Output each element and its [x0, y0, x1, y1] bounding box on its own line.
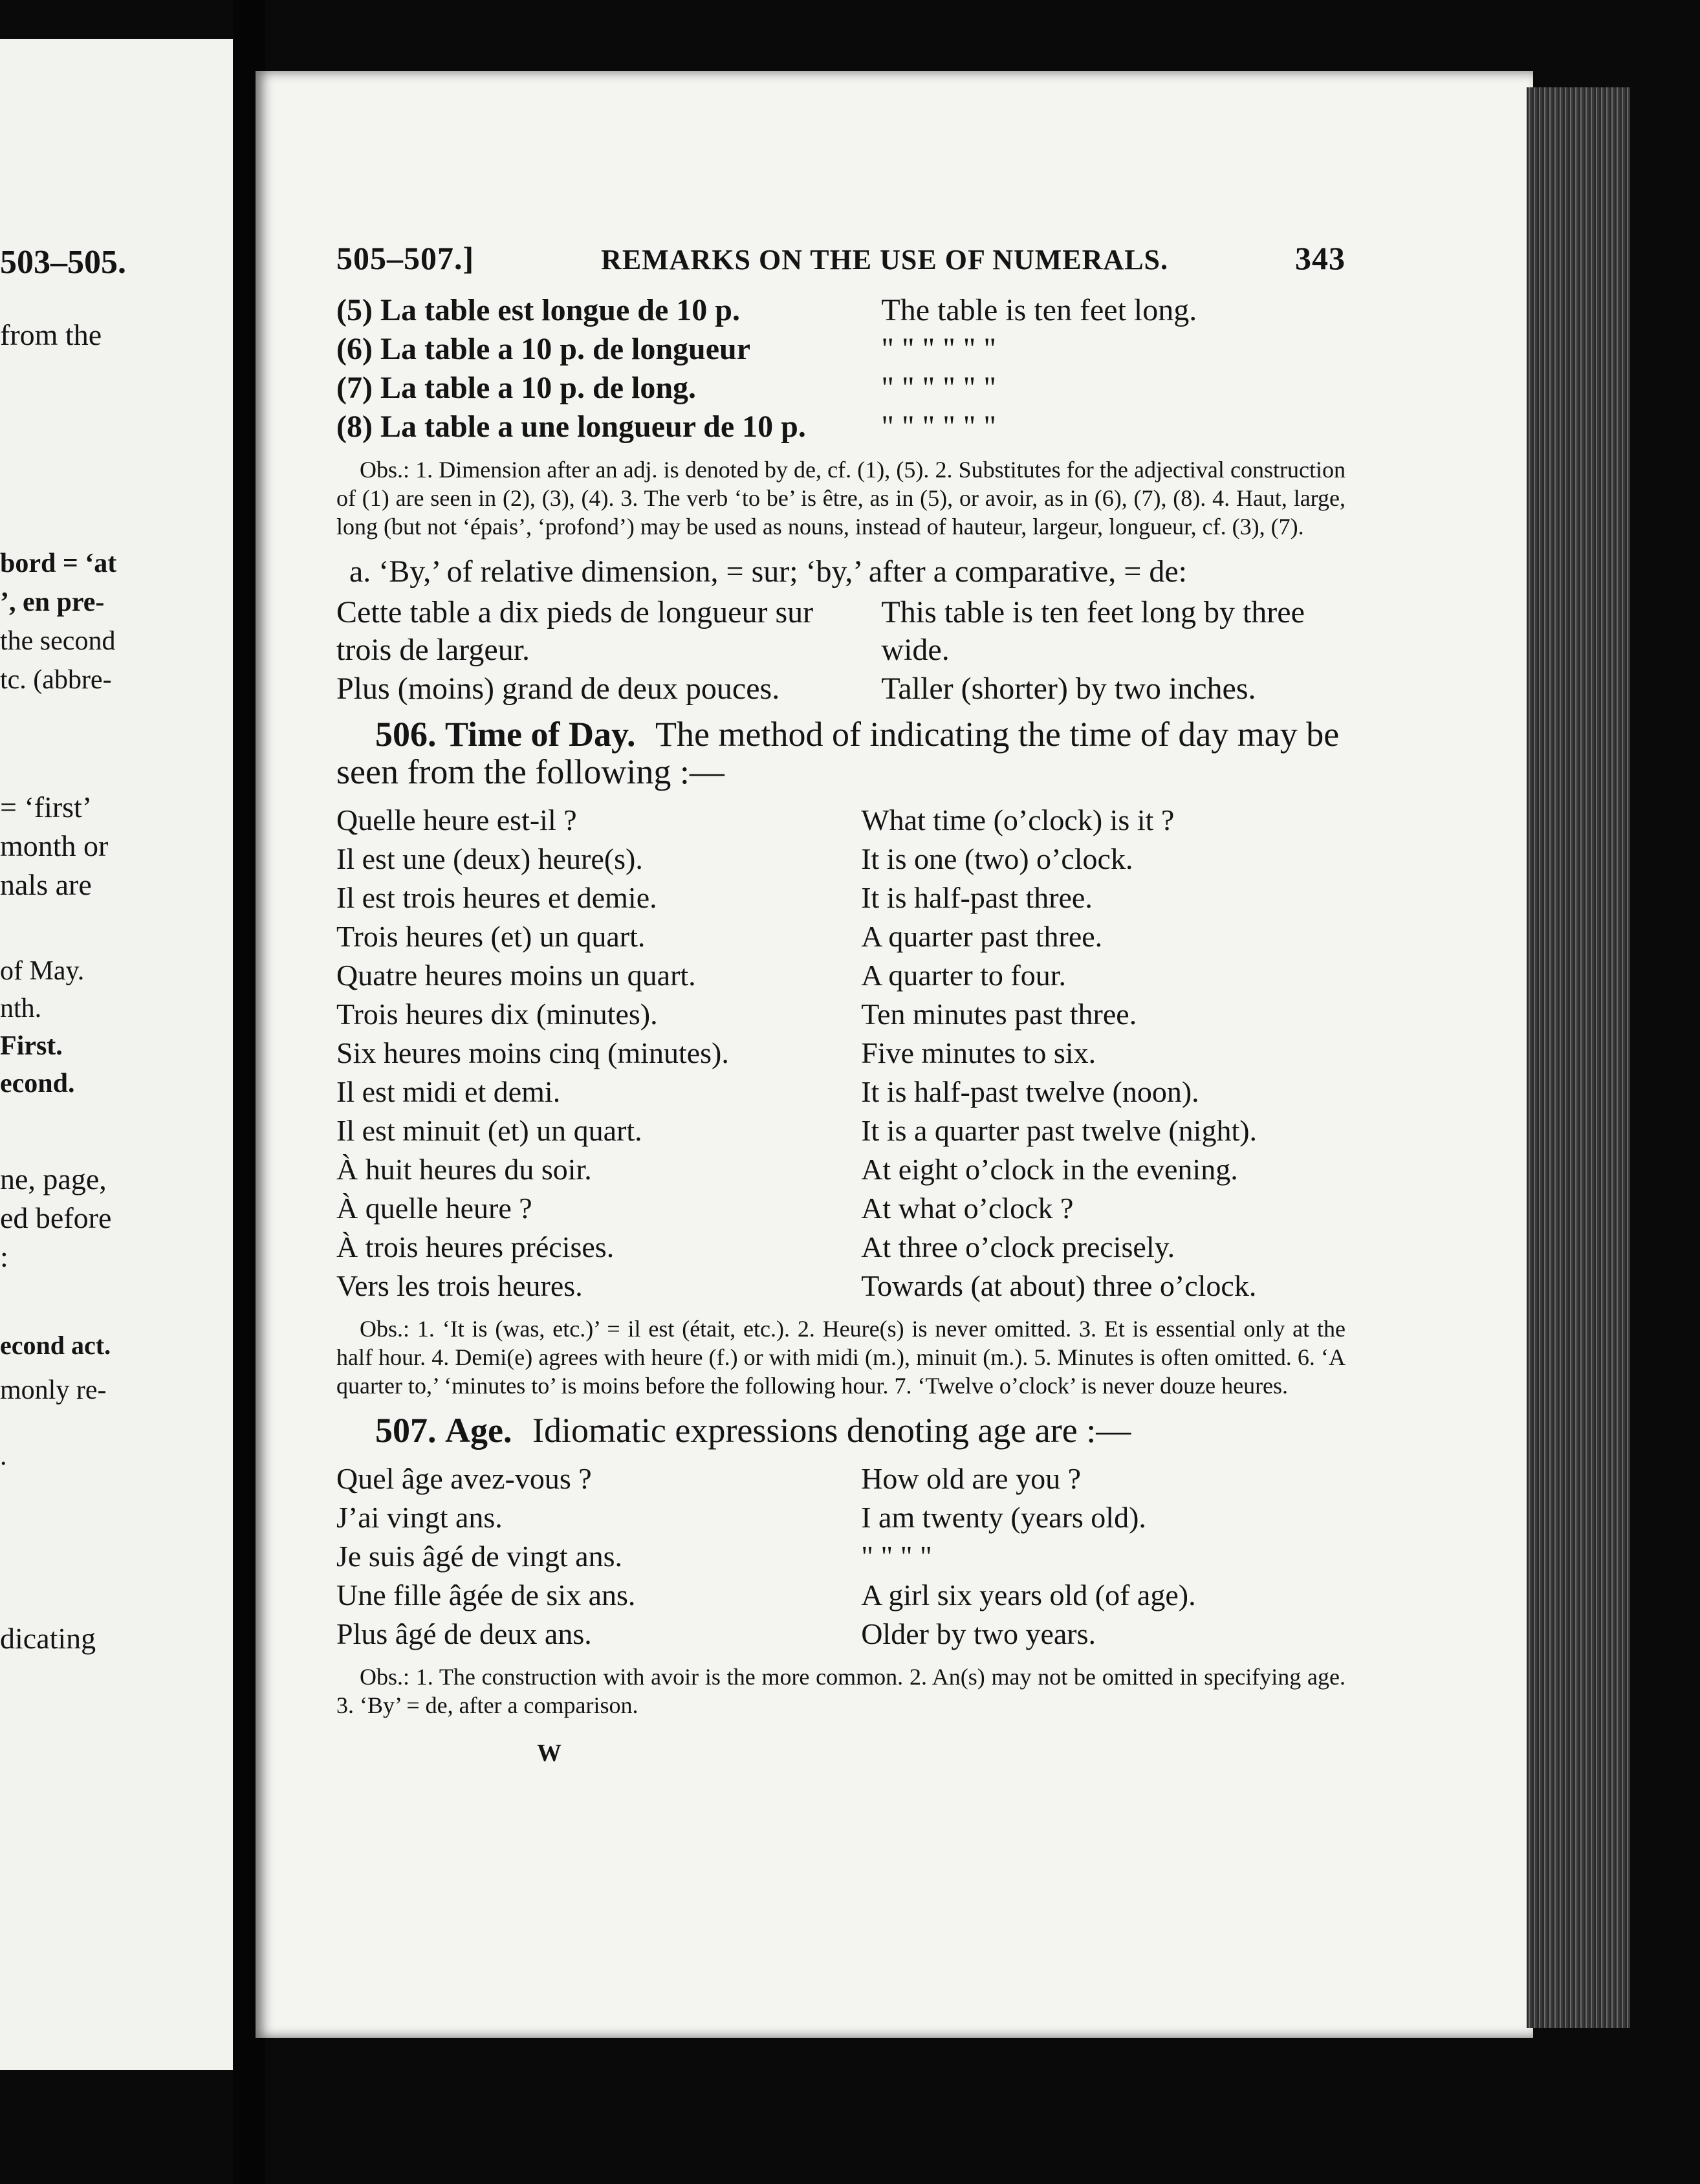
french-text: Vers les trois heures.	[336, 1269, 583, 1302]
french-text: Il est trois heures et demie.	[336, 881, 657, 914]
english-text: It is a quarter past twelve (night).	[861, 1114, 1258, 1147]
observation-note: Obs.: 1. Dimension after an adj. is denoted by de, cf. (1), (5). 2. Substitutes for the adjectival construction of (1) are seen in (2), (3), (4). 3. The verb ‘to be’ is être, as in (5), or avoir, as in (6), (7), (8). 4. Haut, large, long (but not ‘épais’, ‘profond’) may be used as nouns, instead of hauteur, largeur, longueur, cf. (3), (7).	[336, 457, 1346, 540]
left-page-line: First.	[0, 1031, 63, 1061]
english-text: This table is ten feet long by three wide.	[881, 595, 1305, 667]
age-row	[336, 1576, 1346, 1615]
english-text: At three o’clock precisely.	[861, 1230, 1175, 1263]
section-intro: Idiomatic expressions denoting age are :—	[532, 1411, 1131, 1450]
time-row	[336, 1034, 1346, 1073]
english-text: Ten minutes past three.	[861, 998, 1137, 1031]
english-text: Five minutes to six.	[861, 1036, 1096, 1069]
french-text: Cette table a dix pieds de longueur sur trois de largeur.	[336, 595, 814, 667]
page-title: REMARKS ON THE USE OF NUMERALS.	[601, 244, 1169, 276]
french-text: (8) La table a une longueur de 10 p.	[336, 410, 806, 444]
french-text: J’ai vingt ans.	[336, 1501, 503, 1534]
english-text: It is one (two) o’clock.	[861, 842, 1133, 875]
french-text: Trois heures (et) un quart.	[336, 920, 646, 953]
english-text: A quarter past three.	[861, 920, 1103, 953]
subsection-heading: a. ‘By,’ of relative dimension, = sur; ‘by,’ after a comparative, = de:	[349, 554, 1187, 589]
french-text: Quel âge avez-vous ?	[336, 1462, 592, 1495]
left-page-line: dicating	[0, 1622, 96, 1655]
age-row	[336, 1615, 1346, 1654]
signature-mark: W	[537, 1740, 561, 1767]
time-row	[336, 1111, 1346, 1150]
example-pair	[336, 670, 1346, 708]
dimension-row	[336, 408, 1346, 446]
ditto-marks: " " " " " "	[881, 410, 996, 444]
english-text: It is half-past twelve (noon).	[861, 1075, 1199, 1108]
observation-note: Obs.: 1. ‘It is (was, etc.)’ = il est (était, etc.). 2. Heure(s) is never omitted. 3. Et is essential only at the half hour. 4. Demi(e) agrees with heure (f.) or with midi (m.), minuit (m.). 5. Minutes is often omitted. 6. ‘A quarter to,’ ‘minutes to’ is moins before the following hour. 7. ‘Twelve o’clock’ is never douze heures.	[336, 1316, 1346, 1399]
left-page-line: monly re-	[0, 1375, 107, 1405]
page-content	[336, 239, 1346, 1767]
dimension-row	[336, 291, 1346, 330]
left-page-line: nth.	[0, 994, 42, 1023]
french-text: Il est midi et demi.	[336, 1075, 561, 1108]
dimension-row	[336, 330, 1346, 369]
section-name: Age.	[445, 1411, 512, 1450]
section-range: 505–507.]	[336, 240, 475, 276]
french-text: Il est minuit (et) un quart.	[336, 1114, 642, 1147]
time-row	[336, 995, 1346, 1034]
left-page-line: ed before	[0, 1201, 112, 1234]
english-text: What time (o’clock) is it ?	[861, 803, 1175, 836]
left-page-line: .	[0, 1441, 7, 1471]
left-page-line: the second	[0, 626, 116, 656]
section-intro: The method of indicating the time of day may be seen from the following :—	[336, 715, 1340, 791]
example-pair	[336, 594, 1346, 669]
english-text: At what o’clock ?	[861, 1192, 1074, 1225]
left-page-line: tc. (abbre-	[0, 665, 112, 695]
left-page-line: :	[0, 1240, 8, 1273]
english-text: Taller (shorter) by two inches.	[881, 672, 1256, 706]
dimension-row	[336, 369, 1346, 408]
french-text: À trois heures précises.	[336, 1230, 615, 1263]
english-text: Older by two years.	[861, 1617, 1096, 1650]
page-number: 343	[1294, 240, 1346, 276]
section-heading	[336, 1412, 1346, 1449]
english-text: How old are you ?	[861, 1462, 1081, 1495]
time-row	[336, 879, 1346, 917]
english-text: The table is ten feet long.	[881, 293, 1197, 327]
english-text: I am twenty (years old).	[861, 1501, 1146, 1534]
time-row	[336, 1267, 1346, 1305]
time-row	[336, 1189, 1346, 1228]
french-text: Six heures moins cinq (minutes).	[336, 1036, 729, 1069]
left-page-line: econd act.	[0, 1331, 111, 1360]
french-text: (5) La table est longue de 10 p.	[336, 293, 740, 327]
ditto-marks: " " " " " "	[881, 332, 996, 366]
left-page-line: econd.	[0, 1069, 75, 1098]
english-text: Towards (at about) three o’clock.	[861, 1269, 1257, 1302]
left-page-line: of May.	[0, 956, 85, 986]
french-text: Je suis âgé de vingt ans.	[336, 1540, 623, 1573]
left-page-line: 503–505.	[0, 244, 126, 281]
section-number: 507.	[375, 1411, 437, 1450]
page-edges	[1527, 87, 1630, 2028]
time-row	[336, 1228, 1346, 1267]
english-text: At eight o’clock in the evening.	[861, 1153, 1238, 1186]
french-text: Quelle heure est-il ?	[336, 803, 577, 836]
time-row	[336, 956, 1346, 995]
english-text: A quarter to four.	[861, 959, 1067, 992]
english-text: A girl six years old (of age).	[861, 1578, 1196, 1611]
left-page-line: month or	[0, 829, 109, 862]
french-text: Quatre heures moins un quart.	[336, 959, 696, 992]
french-text: Une fille âgée de six ans.	[336, 1578, 636, 1611]
french-text: À huit heures du soir.	[336, 1153, 592, 1186]
french-text: À quelle heure ?	[336, 1192, 532, 1225]
left-page-line: = ‘first’	[0, 791, 93, 824]
age-row	[336, 1537, 1346, 1576]
time-row	[336, 840, 1346, 879]
english-text: It is half-past three.	[861, 881, 1093, 914]
french-text: (6) La table a 10 p. de longueur	[336, 332, 751, 366]
french-text: Il est une (deux) heure(s).	[336, 842, 643, 875]
time-row	[336, 917, 1346, 956]
french-text: Trois heures dix (minutes).	[336, 998, 658, 1031]
left-page-line: nals are	[0, 868, 92, 901]
left-page-fragment	[0, 39, 233, 2070]
section-name: Time of Day.	[445, 715, 636, 754]
running-header	[336, 239, 1346, 277]
observation-note: Obs.: 1. The construction with avoir is the more common. 2. An(s) may not be omitted in specifying age. 3. ‘By’ = de, after a comparison.	[336, 1664, 1346, 1718]
time-row	[336, 1073, 1346, 1111]
french-text: Plus (moins) grand de deux pouces.	[336, 672, 780, 706]
french-text: Plus âgé de deux ans.	[336, 1617, 592, 1650]
age-row	[336, 1498, 1346, 1537]
time-row	[336, 801, 1346, 840]
ditto-marks: " " " " " "	[881, 371, 996, 405]
left-page-line: from the	[0, 318, 102, 351]
ditto-marks: " " " "	[861, 1540, 932, 1573]
section-number: 506.	[375, 715, 437, 754]
left-page-line: ’, en pre-	[0, 587, 105, 617]
left-page-line: ne, page,	[0, 1163, 107, 1196]
french-text: (7) La table a 10 p. de long.	[336, 371, 697, 405]
left-page-line: bord = ‘at	[0, 549, 117, 578]
time-row	[336, 1150, 1346, 1189]
section-heading	[336, 715, 1346, 791]
age-row	[336, 1459, 1346, 1498]
